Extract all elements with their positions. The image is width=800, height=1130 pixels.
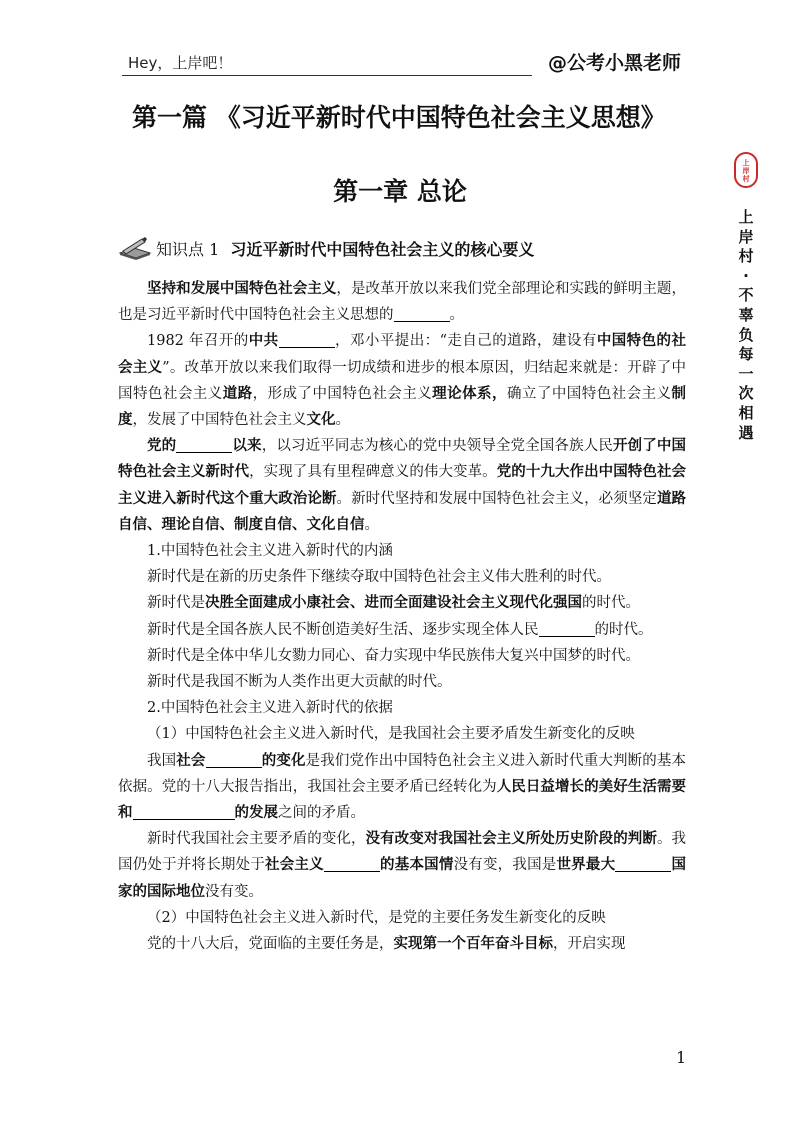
header-rule — [122, 75, 532, 76]
subsection-heading: （2）中国特色社会主义进入新时代，是党的主要任务发生新变化的反映 — [147, 909, 606, 926]
fill-in-blank — [176, 438, 232, 454]
fill-in-blank — [394, 307, 450, 323]
side-slogan: 上岸村·不辜负每一次相遇 — [738, 208, 754, 442]
paragraph: 坚持和发展中国特色社会主义，是改革开放以来我们党全部理论和实践的鲜明主题，也是习近平新时代中国特色社会主义思想的 。 — [118, 280, 687, 324]
svg-text:岸: 岸 — [742, 167, 750, 175]
paragraph: 新时代是在新的历史条件下继续夺取中国特色社会主义伟大胜利的时代。 — [147, 569, 611, 586]
paragraph: 新时代是决胜全面建成小康社会、进而全面建设社会主义现代化强国的时代。 — [147, 594, 640, 612]
pen-and-book-icon — [118, 236, 152, 260]
part-title: 第一篇 《习近平新时代中国特色社会主义思想》 — [132, 103, 666, 132]
paragraph: 新时代是全国各族人民不断创造美好生活、逐步实现全体人民 的时代。 — [147, 621, 653, 638]
seal-glyph-icon — [738, 156, 754, 184]
paragraph: 新时代我国社会主要矛盾的变化，没有改变对我国社会主义所处历史阶段的判断。我国仍处于并将长期处于社会主义 的基本国情没有变，我国是世界最大 国家的国际地位没有变。 — [118, 830, 687, 900]
knowledge-point-heading — [118, 234, 534, 262]
paragraph: 党的 以来，以习近平同志为核心的党中央领导全党全国各族人民开创了中国特色社会主义新时代，实现了具有里程碑意义的伟大变革。党的十九大作出中国特色社会主义进入新时代这个重大政治论断。新时代坚持和发展中国特色社会主义，必须坚定道路自信、理论自信、制度自信、文化自信。 — [118, 437, 687, 533]
section-heading: 2.中国特色社会主义进入新时代的依据 — [147, 700, 393, 717]
shanganchun-seal-logo — [734, 152, 758, 188]
fill-in-blank — [206, 752, 262, 768]
body-text — [118, 276, 686, 957]
fill-in-blank — [324, 857, 380, 873]
fill-in-blank — [133, 805, 235, 821]
page-number: 1 — [676, 1048, 687, 1067]
knowledge-point-title: 习近平新时代中国特色社会主义的核心要义 — [230, 239, 535, 259]
svg-text:上: 上 — [742, 159, 750, 167]
fill-in-blank — [279, 333, 335, 349]
svg-text:村: 村 — [742, 175, 750, 183]
paragraph: 1982 年召开的中共 ，邓小平提出：“走自己的道路，建设有中国特色的社会主义”。改革开放以来我们取得一切成绩和进步的根本原因，归结起来就是：开辟了中国特色社会主义道路，形成了中国特色社会主义理论体系，确立了中国特色社会主义制度，发展了中国特色社会主义文化。 — [118, 332, 687, 429]
subsection-heading: （1）中国特色社会主义进入新时代，是我国社会主要矛盾发生新变化的反映 — [147, 726, 635, 743]
section-heading: 1.中国特色社会主义进入新时代的内涵 — [147, 543, 393, 560]
fill-in-blank — [539, 621, 595, 637]
paragraph: 新时代是全体中华儿女勠力同心、奋力实现中华民族伟大复兴中国梦的时代。 — [147, 647, 640, 664]
header-left-text: Hey，上岸吧！ — [128, 54, 233, 72]
paragraph: 新时代是我国不断为人类作出更大贡献的时代。 — [147, 674, 452, 691]
fill-in-blank — [615, 857, 671, 873]
paragraph: 我国社会 的变化是我们党作出中国特色社会主义进入新时代重大判断的基本依据。党的十八大报告指出，我国社会主要矛盾已经转化为人民日益增长的美好生活需要和 的发展之间的矛盾。 — [118, 751, 687, 822]
chapter-title: 第一章 总论 — [333, 177, 467, 206]
knowledge-point-number: 知识点 1 — [156, 239, 220, 259]
paragraph: 党的十八大后，党面临的主要任务是，实现第一个百年奋斗目标，开启实现 — [147, 935, 626, 953]
header-author: @公考小黑老师 — [548, 52, 682, 74]
